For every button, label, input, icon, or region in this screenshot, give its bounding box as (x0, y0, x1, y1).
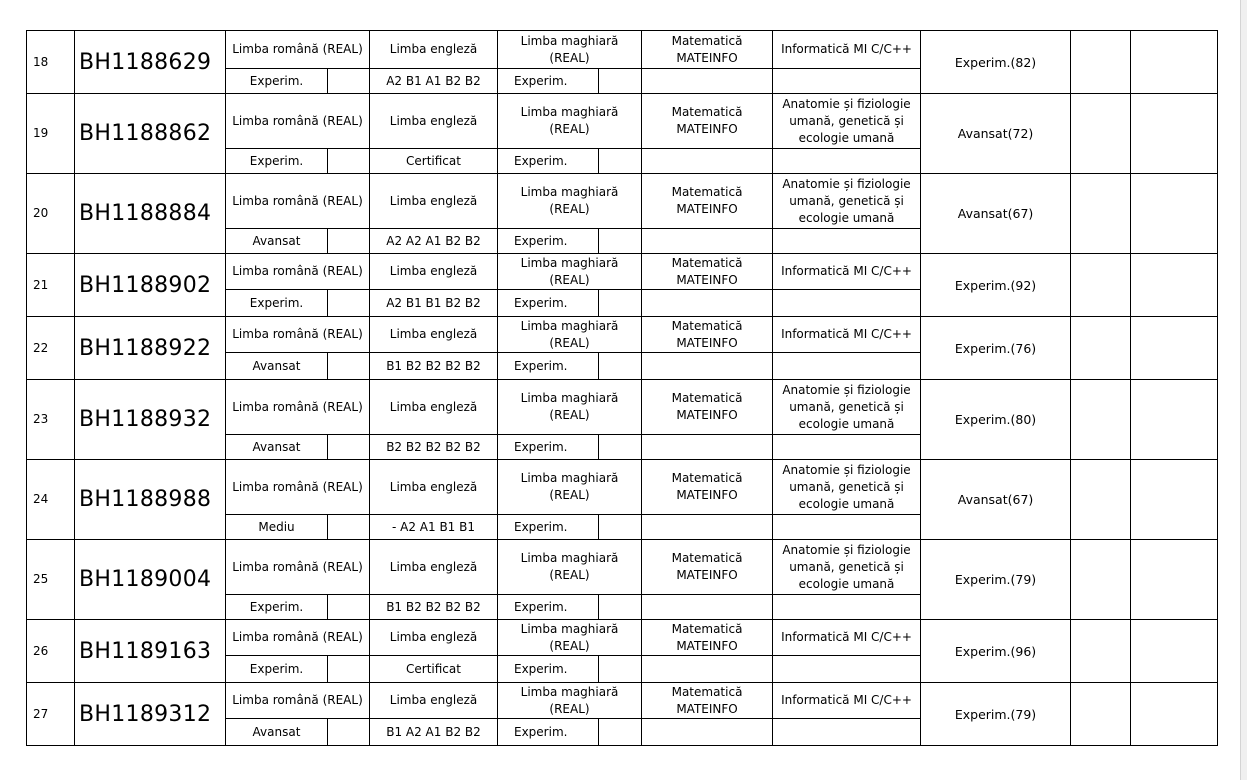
romana-extra (328, 595, 370, 620)
romana-level: Experim. (226, 69, 328, 94)
matematica-level (642, 149, 773, 174)
candidate-code: BH1188988 (75, 460, 226, 540)
candidate-code: BH1188884 (75, 174, 226, 254)
maghiara-subject: Limba maghiară (REAL) (498, 317, 642, 353)
maghiara-extra (599, 719, 642, 746)
result-score: Experim.(80) (921, 380, 1071, 460)
engleza-subject: Limba engleză (370, 254, 498, 290)
empty-cell (1071, 380, 1131, 460)
optional-subject: Anatomie și fiziologie umană, genetică și ecologie umană (773, 174, 921, 229)
result-score: Experim.(82) (921, 31, 1071, 94)
maghiara-extra (599, 149, 642, 174)
optional-level (773, 719, 921, 746)
matematica-subject: Matematică MATEINFO (642, 380, 773, 435)
romana-level: Avansat (226, 435, 328, 460)
maghiara-extra (599, 656, 642, 683)
maghiara-level: Experim. (498, 149, 599, 174)
candidate-code: BH1188629 (75, 31, 226, 94)
romana-extra (328, 656, 370, 683)
romana-subject: Limba română (REAL) (226, 683, 370, 719)
romana-subject: Limba română (REAL) (226, 317, 370, 353)
matematica-subject: Matematică MATEINFO (642, 254, 773, 290)
romana-subject: Limba română (REAL) (226, 540, 370, 595)
optional-subject: Informatică MI C/C++ (773, 31, 921, 69)
empty-cell (1071, 94, 1131, 174)
romana-extra (328, 69, 370, 94)
row-number: 23 (27, 380, 75, 460)
row-number: 22 (27, 317, 75, 380)
optional-level (773, 595, 921, 620)
maghiara-subject: Limba maghiară (REAL) (498, 683, 642, 719)
candidate-code: BH1189312 (75, 683, 226, 746)
row-number: 20 (27, 174, 75, 254)
maghiara-subject: Limba maghiară (REAL) (498, 540, 642, 595)
romana-subject: Limba română (REAL) (226, 620, 370, 656)
romana-extra (328, 229, 370, 254)
empty-cell (1071, 254, 1131, 317)
engleza-level: A2 B1 A1 B2 B2 (370, 69, 498, 94)
romana-level: Avansat (226, 229, 328, 254)
maghiara-level: Experim. (498, 656, 599, 683)
maghiara-level: Experim. (498, 515, 599, 540)
maghiara-subject: Limba maghiară (REAL) (498, 460, 642, 515)
empty-cell (1071, 174, 1131, 254)
romana-extra (328, 149, 370, 174)
maghiara-level: Experim. (498, 69, 599, 94)
optional-subject: Informatică MI C/C++ (773, 317, 921, 353)
candidate-code: BH1189163 (75, 620, 226, 683)
matematica-subject: Matematică MATEINFO (642, 174, 773, 229)
optional-level (773, 515, 921, 540)
romana-level: Experim. (226, 656, 328, 683)
romana-extra (328, 515, 370, 540)
romana-extra (328, 719, 370, 746)
engleza-level: B1 A2 A1 B2 B2 (370, 719, 498, 746)
maghiara-extra (599, 290, 642, 317)
empty-cell (1071, 683, 1131, 746)
matematica-level (642, 515, 773, 540)
maghiara-extra (599, 435, 642, 460)
romana-subject: Limba română (REAL) (226, 174, 370, 229)
empty-cell (1131, 254, 1218, 317)
maghiara-extra (599, 69, 642, 94)
maghiara-subject: Limba maghiară (REAL) (498, 94, 642, 149)
result-score: Experim.(92) (921, 254, 1071, 317)
maghiara-subject: Limba maghiară (REAL) (498, 31, 642, 69)
engleza-subject: Limba engleză (370, 380, 498, 435)
romana-extra (328, 435, 370, 460)
engleza-level: - A2 A1 B1 B1 (370, 515, 498, 540)
empty-cell (1071, 620, 1131, 683)
candidate-code: BH1188902 (75, 254, 226, 317)
engleza-subject: Limba engleză (370, 683, 498, 719)
engleza-subject: Limba engleză (370, 94, 498, 149)
matematica-level (642, 353, 773, 380)
engleza-level: B1 B2 B2 B2 B2 (370, 353, 498, 380)
result-score: Experim.(76) (921, 317, 1071, 380)
candidate-code: BH1188862 (75, 94, 226, 174)
engleza-subject: Limba engleză (370, 174, 498, 229)
empty-cell (1131, 317, 1218, 380)
romana-subject: Limba română (REAL) (226, 94, 370, 149)
maghiara-subject: Limba maghiară (REAL) (498, 380, 642, 435)
engleza-subject: Limba engleză (370, 460, 498, 515)
matematica-level (642, 595, 773, 620)
optional-level (773, 656, 921, 683)
maghiara-level: Experim. (498, 229, 599, 254)
matematica-level (642, 656, 773, 683)
empty-cell (1131, 683, 1218, 746)
romana-subject: Limba română (REAL) (226, 380, 370, 435)
empty-cell (1071, 460, 1131, 540)
empty-cell (1131, 380, 1218, 460)
empty-cell (1071, 317, 1131, 380)
maghiara-level: Experim. (498, 719, 599, 746)
optional-subject: Informatică MI C/C++ (773, 683, 921, 719)
result-score: Experim.(96) (921, 620, 1071, 683)
maghiara-level: Experim. (498, 290, 599, 317)
maghiara-extra (599, 229, 642, 254)
empty-cell (1071, 31, 1131, 94)
optional-subject: Anatomie și fiziologie umană, genetică și ecologie umană (773, 94, 921, 149)
row-number: 27 (27, 683, 75, 746)
maghiara-subject: Limba maghiară (REAL) (498, 620, 642, 656)
table-body (27, 31, 1218, 746)
maghiara-extra (599, 595, 642, 620)
maghiara-subject: Limba maghiară (REAL) (498, 254, 642, 290)
candidate-code: BH1188922 (75, 317, 226, 380)
optional-subject: Informatică MI C/C++ (773, 620, 921, 656)
matematica-subject: Matematică MATEINFO (642, 31, 773, 69)
engleza-level: Certificat (370, 149, 498, 174)
row-number: 18 (27, 31, 75, 94)
row-number: 24 (27, 460, 75, 540)
empty-cell (1131, 31, 1218, 94)
engleza-subject: Limba engleză (370, 620, 498, 656)
optional-level (773, 69, 921, 94)
maghiara-level: Experim. (498, 595, 599, 620)
engleza-subject: Limba engleză (370, 540, 498, 595)
matematica-subject: Matematică MATEINFO (642, 460, 773, 515)
engleza-level: A2 A2 A1 B2 B2 (370, 229, 498, 254)
empty-cell (1071, 540, 1131, 620)
romana-subject: Limba română (REAL) (226, 254, 370, 290)
engleza-subject: Limba engleză (370, 317, 498, 353)
matematica-level (642, 435, 773, 460)
row-number: 25 (27, 540, 75, 620)
matematica-level (642, 69, 773, 94)
romana-level: Experim. (226, 149, 328, 174)
optional-subject: Informatică MI C/C++ (773, 254, 921, 290)
engleza-level: B2 B2 B2 B2 B2 (370, 435, 498, 460)
row-number: 19 (27, 94, 75, 174)
empty-cell (1131, 460, 1218, 540)
romana-extra (328, 290, 370, 317)
matematica-level (642, 719, 773, 746)
matematica-subject: Matematică MATEINFO (642, 683, 773, 719)
row-number: 26 (27, 620, 75, 683)
matematica-subject: Matematică MATEINFO (642, 94, 773, 149)
engleza-subject: Limba engleză (370, 31, 498, 69)
maghiara-level: Experim. (498, 435, 599, 460)
engleza-level: A2 B1 B1 B2 B2 (370, 290, 498, 317)
matematica-level (642, 290, 773, 317)
engleza-level: B1 B2 B2 B2 B2 (370, 595, 498, 620)
engleza-level: Certificat (370, 656, 498, 683)
matematica-subject: Matematică MATEINFO (642, 317, 773, 353)
result-score: Avansat(67) (921, 460, 1071, 540)
row-number: 21 (27, 254, 75, 317)
optional-level (773, 229, 921, 254)
result-score: Experim.(79) (921, 683, 1071, 746)
page-edge (1240, 0, 1247, 780)
candidate-code: BH1188932 (75, 380, 226, 460)
romana-subject: Limba română (REAL) (226, 460, 370, 515)
romana-level: Experim. (226, 595, 328, 620)
romana-level: Experim. (226, 290, 328, 317)
optional-level (773, 353, 921, 380)
empty-cell (1131, 620, 1218, 683)
romana-subject: Limba română (REAL) (226, 31, 370, 69)
result-score: Avansat(72) (921, 94, 1071, 174)
result-score: Experim.(79) (921, 540, 1071, 620)
romana-level: Avansat (226, 353, 328, 380)
optional-subject: Anatomie și fiziologie umană, genetică și ecologie umană (773, 460, 921, 515)
maghiara-extra (599, 353, 642, 380)
optional-level (773, 435, 921, 460)
matematica-subject: Matematică MATEINFO (642, 620, 773, 656)
matematica-subject: Matematică MATEINFO (642, 540, 773, 595)
optional-level (773, 149, 921, 174)
optional-subject: Anatomie și fiziologie umană, genetică și ecologie umană (773, 380, 921, 435)
matematica-level (642, 229, 773, 254)
maghiara-level: Experim. (498, 353, 599, 380)
results-table (26, 30, 1218, 746)
optional-subject: Anatomie și fiziologie umană, genetică și ecologie umană (773, 540, 921, 595)
optional-level (773, 290, 921, 317)
maghiara-subject: Limba maghiară (REAL) (498, 174, 642, 229)
candidate-code: BH1189004 (75, 540, 226, 620)
empty-cell (1131, 174, 1218, 254)
maghiara-extra (599, 515, 642, 540)
romana-level: Mediu (226, 515, 328, 540)
romana-extra (328, 353, 370, 380)
empty-cell (1131, 540, 1218, 620)
result-score: Avansat(67) (921, 174, 1071, 254)
empty-cell (1131, 94, 1218, 174)
romana-level: Avansat (226, 719, 328, 746)
